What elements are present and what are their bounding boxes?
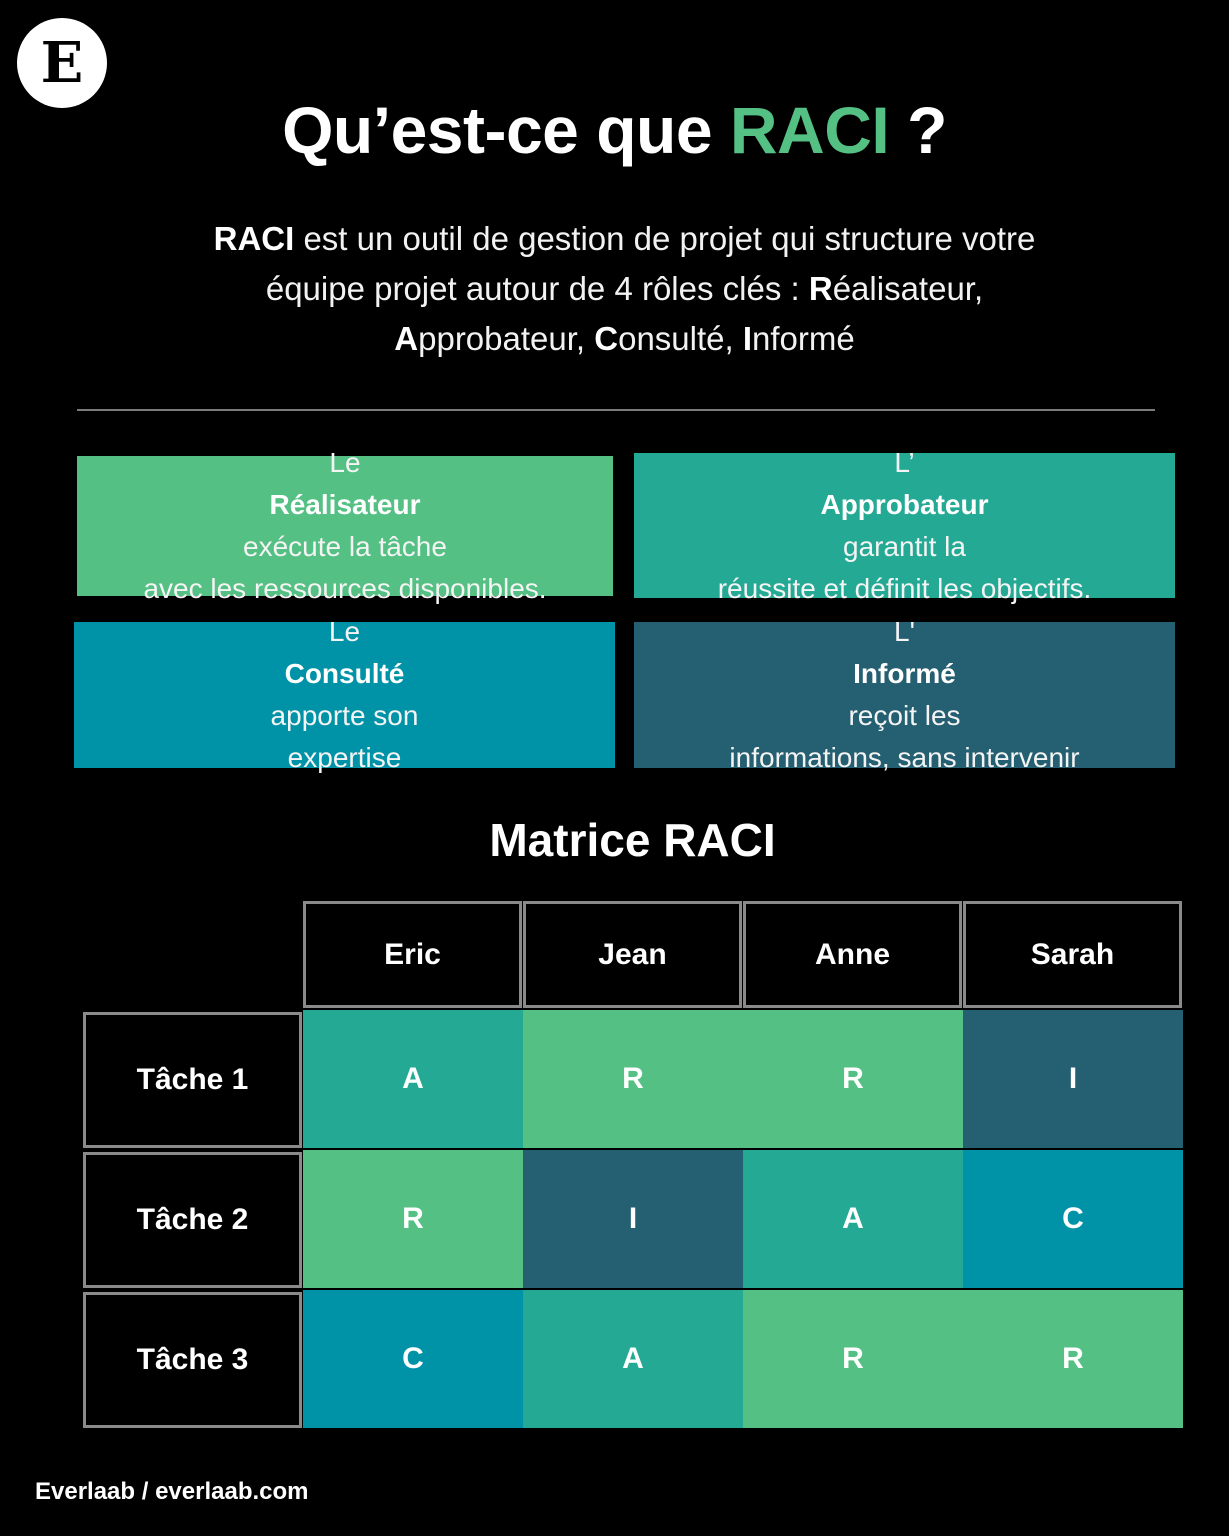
matrix-cell-2-jean: I bbox=[523, 1150, 743, 1288]
intro-a-bold: A bbox=[394, 320, 419, 357]
card-consulte bbox=[74, 616, 615, 773]
matrix-cell-1-eric: A bbox=[303, 1010, 523, 1148]
intro-raci-bold: RACI bbox=[213, 220, 295, 257]
matrix-cell-3-eric: C bbox=[303, 1290, 523, 1428]
card-informe-bold: Informé bbox=[853, 658, 956, 689]
matrix-cell-2-sarah: C bbox=[963, 1150, 1183, 1288]
matrix-cell-3-anne: R bbox=[743, 1290, 963, 1428]
matrix-cell-3-sarah: R bbox=[963, 1290, 1183, 1428]
matrix-cell-1-jean: R bbox=[523, 1010, 743, 1148]
intro-r-bold: R bbox=[808, 270, 833, 307]
intro-paragraph bbox=[110, 214, 1139, 364]
title-accent: RACI bbox=[729, 93, 890, 167]
intro-line-2 bbox=[110, 264, 1139, 314]
matrix-header-anne: Anne bbox=[743, 901, 962, 1008]
title-prefix: Qu’est-ce que bbox=[282, 93, 713, 167]
section-divider bbox=[77, 409, 1155, 411]
matrix-task-label-2: Tâche 2 bbox=[83, 1152, 302, 1288]
card-informe-line1: L' Informé reçoit les bbox=[848, 616, 961, 731]
footer-credit: Everlaab / everlaab.com bbox=[35, 1478, 309, 1505]
matrix-cell-3-jean: A bbox=[523, 1290, 743, 1428]
title-suffix: ? bbox=[907, 93, 947, 167]
card-informe-line2: informations, sans intervenir bbox=[729, 742, 1080, 773]
card-realisateur bbox=[77, 447, 613, 604]
card-consulte-bold: Consulté bbox=[284, 658, 405, 689]
intro-line1-text: est un outil de gestion de projet qui structure votre bbox=[294, 220, 1036, 257]
card-realisateur-bold: Réalisateur bbox=[269, 489, 421, 520]
card-approbateur-line2: réussite et définit les objectifs. bbox=[717, 572, 1092, 604]
card-approbateur-bold: Approbateur bbox=[820, 488, 989, 520]
matrix-task-label-1: Tâche 1 bbox=[83, 1012, 302, 1148]
intro-i-rest: nformé bbox=[752, 320, 855, 357]
card-consulte-line2: expertise bbox=[287, 742, 402, 773]
card-realisateur-line1: Le Réalisateur exécute la tâche bbox=[243, 447, 447, 562]
intro-i-bold: I bbox=[742, 320, 753, 357]
intro-line2-text: équipe projet autour de 4 rôles clés : bbox=[265, 270, 809, 307]
matrix-cell-1-anne: R bbox=[743, 1010, 963, 1148]
matrix-header-sarah: Sarah bbox=[963, 901, 1182, 1008]
intro-line-1 bbox=[110, 214, 1139, 264]
card-approbateur bbox=[634, 446, 1175, 604]
card-realisateur-line2: avec les ressources disponibles. bbox=[143, 573, 547, 604]
intro-line-3 bbox=[110, 314, 1139, 364]
card-informe bbox=[634, 616, 1175, 773]
matrix-header-jean: Jean bbox=[523, 901, 742, 1008]
logo-letter: E bbox=[40, 30, 84, 96]
matrix-cell-2-eric: R bbox=[303, 1150, 523, 1288]
card-consulte-line1: Le Consulté apporte son bbox=[270, 616, 419, 731]
intro-r-rest: éalisateur, bbox=[832, 270, 984, 307]
intro-c-bold: C bbox=[594, 320, 619, 357]
intro-c-rest: onsulté, bbox=[618, 320, 743, 357]
matrix-title: Matrice RACI bbox=[489, 814, 776, 866]
page-title bbox=[0, 90, 1229, 170]
card-approbateur-line1: L’ Approbateur garantit la bbox=[820, 446, 989, 562]
matrix-header-eric: Eric bbox=[303, 901, 522, 1008]
matrix-task-label-3: Tâche 3 bbox=[83, 1292, 302, 1428]
intro-a-rest: pprobateur, bbox=[418, 320, 595, 357]
matrix-cell-1-sarah: I bbox=[963, 1010, 1183, 1148]
matrix-cell-2-anne: A bbox=[743, 1150, 963, 1288]
